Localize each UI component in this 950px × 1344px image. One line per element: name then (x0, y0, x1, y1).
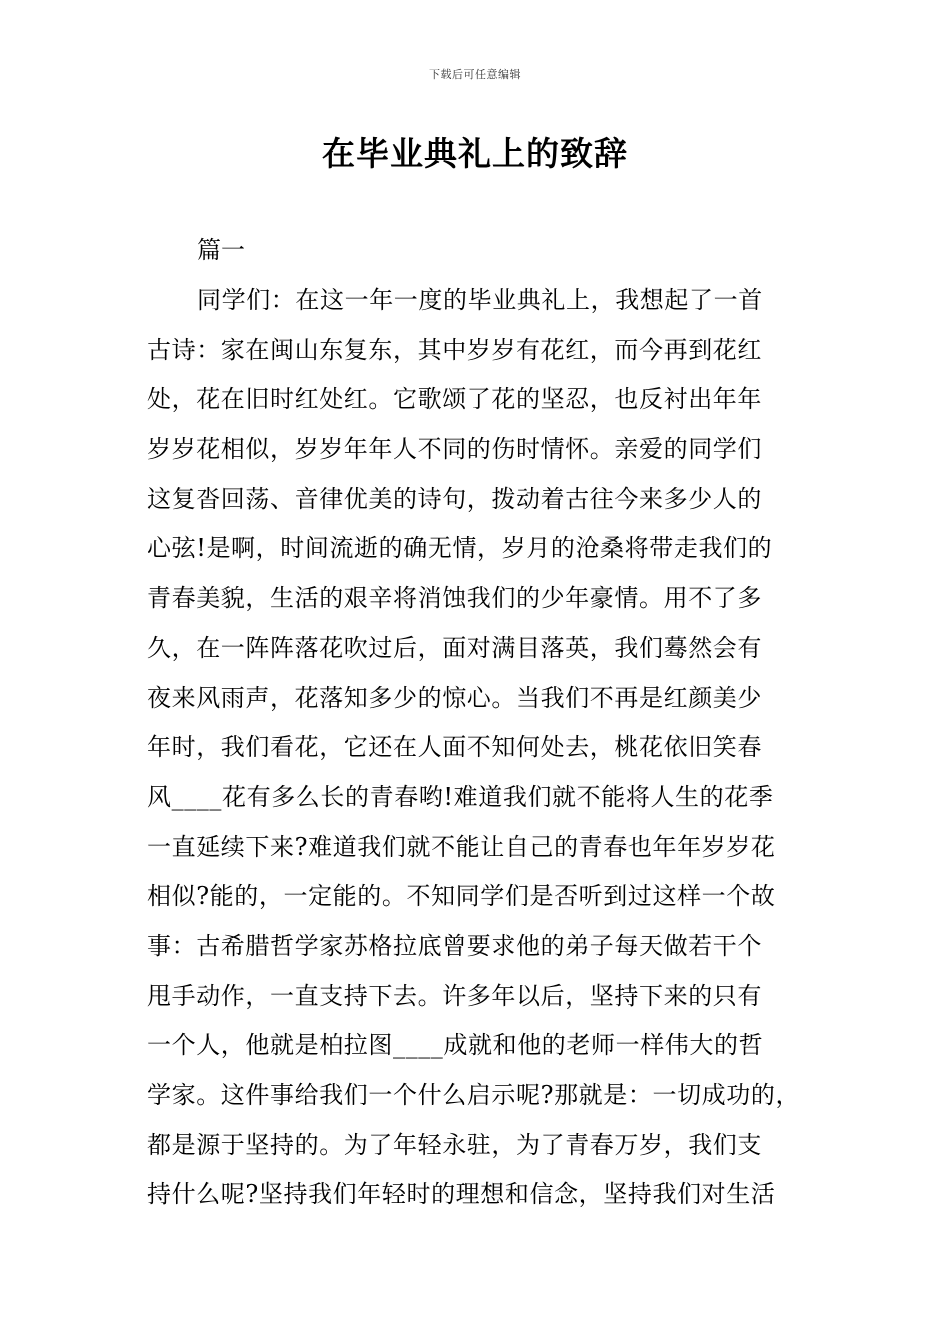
text-line: 都是源于坚持的。为了年轻永驻，为了青春万岁，我们支 (147, 1130, 762, 1159)
document-title: 在毕业典礼上的致辞 (322, 134, 628, 173)
text-line: 岁岁花相似，岁岁年年人不同的伤时情怀。亲爱的同学们 (147, 435, 762, 464)
text-line: 这复沓回荡、音律优美的诗句，拨动着古往今来多少人的 (147, 484, 762, 513)
text-line: 一个人，他就是柏拉图____成就和他的老师一样伟大的哲 (147, 1031, 764, 1060)
text-line: 同学们：在这一年一度的毕业典礼上，我想起了一首 (197, 286, 763, 314)
text-line: 学家。这件事给我们一个什么启示呢?那就是：一切成功的， (147, 1081, 801, 1109)
text-line: 青春美貌，生活的艰辛将消蚀我们的少年豪情。用不了多 (147, 584, 762, 613)
section-label: 篇一 (197, 236, 245, 264)
text-line: 持什么呢?坚持我们年轻时的理想和信念，坚持我们对生活 (147, 1180, 776, 1209)
text-line: 处，花在旧时红处红。它歌颂了花的坚忍，也反衬出年年 (147, 385, 762, 414)
body-text (147, 282, 827, 1226)
text-line: 相似?能的，一定能的。不知同学们是否听到过这样一个故 (147, 882, 776, 911)
text-line: 夜来风雨声，花落知多少的惊心。当我们不再是红颜美少 (147, 683, 762, 712)
text-line: 古诗：家在闽山东复东，其中岁岁有花红，而今再到花红 (147, 335, 762, 364)
header-note: 下载后可任意编辑 (429, 68, 521, 81)
text-line: 久，在一阵阵落花吹过后，面对满目落英，我们蓦然会有 (147, 633, 762, 662)
text-line: 甩手动作，一直支持下去。许多年以后，坚持下来的只有 (147, 981, 762, 1010)
text-line: 风____花有多么长的青春哟!难道我们就不能将人生的花季 (147, 782, 774, 811)
text-line: 一直延续下来?难道我们就不能让自己的青春也年年岁岁花 (147, 832, 776, 861)
text-line: 心弦!是啊，时间流逝的确无情，岁月的沧桑将带走我们的 (147, 534, 773, 563)
text-line: 年时，我们看花，它还在人面不知何处去，桃花依旧笑春 (147, 733, 762, 762)
text-line: 事：古希腊哲学家苏格拉底曾要求他的弟子每天做若干个 (147, 931, 762, 960)
